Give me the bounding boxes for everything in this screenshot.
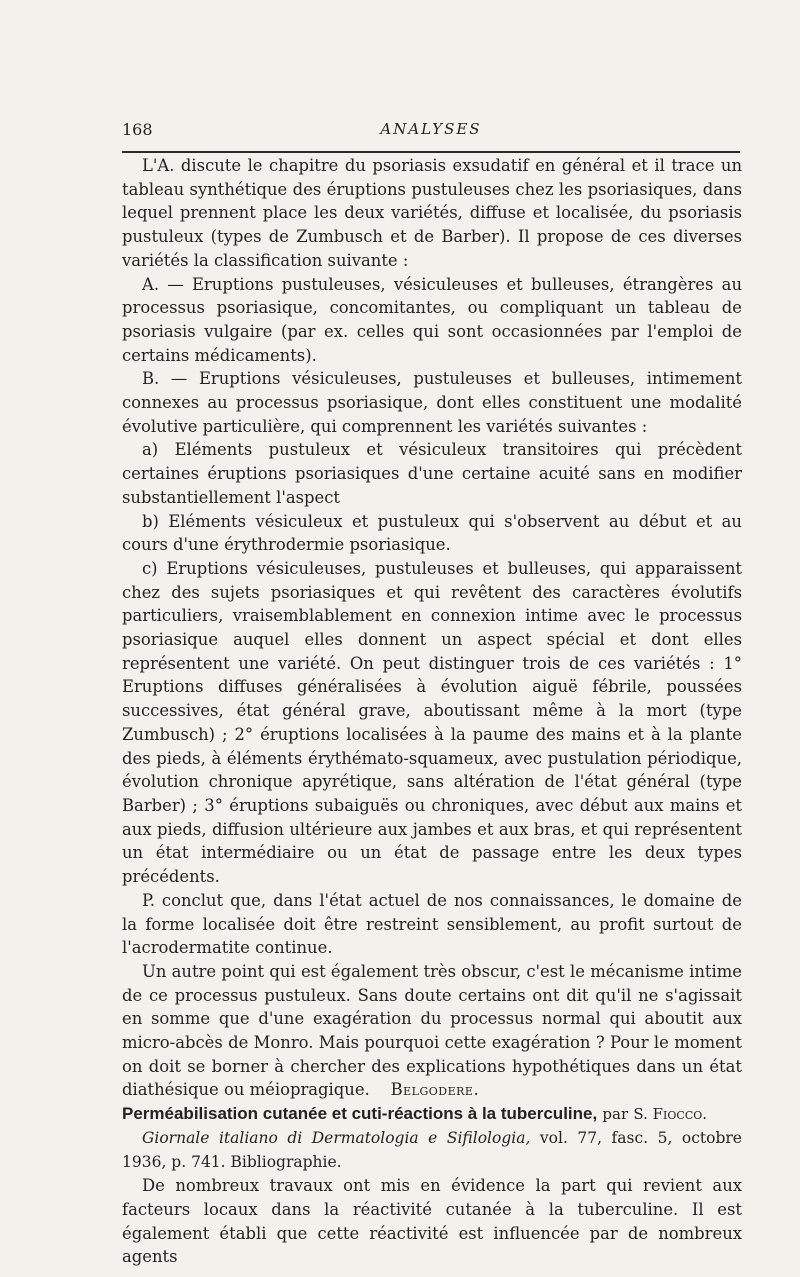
article-body: De nombreux travaux ont mis en évidence la part qui revient aux facteurs locaux dans la réactivité cutanée à la tuberculine. Il est également établi que cette réactivité est influencée par de nombreux agents: [122, 1176, 742, 1267]
mechanism-text: Un autre point qui est également très obscur, c'est le mécanisme intime de ce processus pustuleux. Sans doute certains ont dit qu'il ne s'agissait en somme que d'une exagération du processus normal qui aboutit aux micro-abcès de Monro. Mais pourquoi cette exagération ? Pour le moment on doit se borner à chercher des explications hypothétiques dans un état diathésique ou méiopragique.: [122, 961, 742, 1100]
paragraph-b-b: b) Eléments vésiculeux et pustuleux qui s'observent au début et au cours d'une érythrodermie psoriasique.: [122, 511, 742, 555]
paragraph-a: A. — Eruptions pustuleuses, vésiculeuses et bulleuses, étrangères au processus psoriasique, concomitantes, ou compliquant un tableau de psoriasis vulgaire (par ex. celles qui sont occasionnées par l'emploi de certains médicaments).: [122, 274, 742, 365]
citation-details: vol. 77, fasc. 5, octobre 1936, p. 741. Bibliographie.: [122, 1128, 742, 1171]
running-title: ANALYSES: [380, 120, 482, 138]
article-author: S. Fiocco.: [633, 1105, 708, 1124]
header-rule: [122, 151, 740, 153]
page-header: [122, 120, 740, 150]
article-citation: [122, 1127, 742, 1174]
paragraph-b-c: c) Eruptions vésiculeuses, pustuleuses et bulleuses, qui apparaissent chez des sujets psoriasiques et qui revêtent des caractères évolutifs particuliers, vraisemblablement en connexion intime avec le processus psoriasique auquel elles donnent un aspect spécial et dont elles représentent une variété. On peut distinguer trois de ces variétés : 1° Eruptions diffuses généralisées à évolution aiguë fébrile, poussées successives, état général grave, aboutissant même à la mort (type Zumbusch) ; 2° éruptions localisées à la paume des mains et à la plante des pieds, à éléments érythémato-squameux, avec pustulation périodique, évolution chronique apyrétique, sans altération de l'état général (type Barber) ; 3° éruptions subaiguës ou chroniques, avec début aux mains et aux pieds, diffusion ultérieure aux jambes et aux bras, et qui représentent un état intermédiaire ou un état de passage entre les deux types précédents.: [122, 558, 742, 887]
paragraph-b-a: a) Eléments pustuleux et vésiculeux transitoires qui précèdent certaines éruptions psoriasiques d'une certaine acuité sans en modifier substantiellement l'aspect: [122, 440, 742, 507]
page-number: 168: [122, 120, 153, 139]
paragraph-conclusion: P. conclut que, dans l'état actuel de nos connaissances, le domaine de la forme localisée doit être restreint sensiblement, au profit surtout de l'acrodermatite continue.: [122, 890, 742, 958]
article-heading: [122, 1102, 742, 1127]
reviewer-signature: Belgodere.: [390, 1080, 480, 1100]
paragraph-b: B. — Eruptions vésiculeuses, pustuleuses et bulleuses, intimement connexes au processus psoriasique, dont elles constituent une modalité évolutive particulière, qui comprennent les variétés suivantes :: [122, 369, 742, 436]
text-body: [122, 154, 742, 1269]
paragraph-intro: L'A. discute le chapitre du psoriasis exsudatif en général et il trace un tableau synthétique des éruptions pustuleuses chez les psoriasiques, dans lequel prennent place les deux variétés, diffuse et localisée, du psoriasis pustuleux (types de Zumbusch et de Barber). Il propose de ces diverses variétés la classification suivante :: [122, 156, 742, 270]
article-by: par: [602, 1105, 629, 1124]
paragraph-mechanism: [122, 960, 742, 1102]
journal-name: Giornale italiano di Dermatologia e Sifilologia,: [142, 1128, 531, 1147]
article-title: Perméabilisation cutanée et cuti-réactions à la tuberculine,: [122, 1104, 598, 1124]
